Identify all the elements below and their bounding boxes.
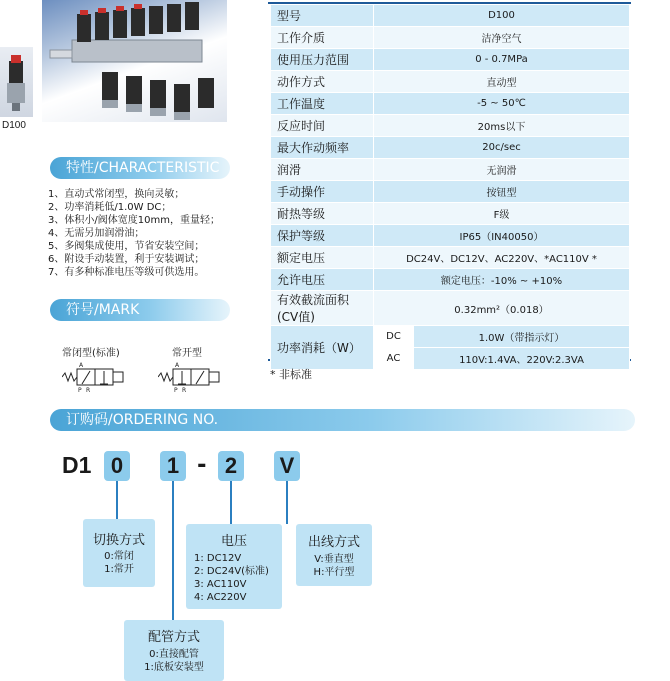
spec-key: 反应时间: [271, 115, 374, 137]
switch-mode-title: 切换方式: [92, 533, 145, 548]
spec-row: [271, 71, 630, 93]
spec-row: [271, 269, 630, 291]
piping-options: [124, 648, 224, 674]
connector-line: [172, 481, 174, 620]
spec-value: 0 - 0.7MPa: [374, 49, 630, 71]
port-a-label: A: [79, 362, 84, 369]
order-code-switch-mode: 0: [104, 451, 130, 481]
order-code-wiring: V: [274, 451, 300, 481]
spec-value: 额定电压：-10% ~ +10%: [374, 269, 630, 291]
spec-row: [271, 159, 630, 181]
mark-heading: 符号/MARK: [50, 299, 230, 321]
switch-mode-options: [83, 550, 155, 576]
wiring-options: [296, 553, 372, 579]
spec-row: [271, 49, 630, 71]
spec-row: [271, 137, 630, 159]
spec-power-row: [271, 326, 630, 348]
spec-value: 20ms以下: [374, 115, 630, 137]
voltage-title: 电压: [220, 534, 247, 549]
spec-value: DC24V、DC12V、AC220V、*AC110V *: [374, 247, 630, 269]
connector-line: [286, 481, 288, 524]
spec-value: 0.32mm²（0.018）: [374, 291, 630, 326]
no-valve-symbol: [158, 360, 222, 394]
spec-row: [271, 181, 630, 203]
spec-key: 保护等级: [271, 225, 374, 247]
spec-value: 按钮型: [374, 181, 630, 203]
spec-row: [271, 27, 630, 49]
spec-value: 无润滑: [374, 159, 630, 181]
voltage-option: 1: DC12V: [194, 553, 242, 564]
ordering-heading: 订购码/ORDERING NO.: [50, 409, 635, 431]
small-model-label: D100: [2, 120, 26, 131]
feature-item: 2、功率消耗低/1.0W DC；: [48, 202, 172, 213]
spec-row: [271, 93, 630, 115]
spec-power-sub: DC: [374, 326, 414, 348]
spec-value: F级: [374, 203, 630, 225]
spec-key: 有效截流面积(CV值): [271, 291, 374, 326]
spec-key: 最大作动频率: [271, 137, 374, 159]
spec-row: [271, 115, 630, 137]
order-code-piping: 1: [160, 451, 186, 481]
switch-mode-box: [83, 519, 155, 587]
spec-power-value: 110V:1.4VA、220V:2.3VA: [414, 348, 630, 370]
spec-table: [270, 4, 630, 370]
nc-symbol-label: 常闭型(标准): [62, 348, 120, 359]
spec-key: 允许电压: [271, 269, 374, 291]
voltage-option: 3: AC110V: [194, 579, 247, 590]
product-photo-main: [42, 0, 227, 122]
product-photo-small: [0, 47, 33, 117]
piping-box: [124, 620, 224, 681]
spec-row: [271, 291, 630, 326]
switch-mode-option: 0:常闭: [104, 551, 134, 562]
feature-list: [48, 188, 220, 279]
voltage-option: 2: DC24V(标准): [194, 566, 269, 577]
spec-power-value: 1.0W（带指示灯）: [414, 326, 630, 348]
feature-item: 5、多阀集成使用，节省安装空间；: [48, 241, 205, 252]
voltage-options: [194, 552, 282, 604]
port-a-label: A: [175, 362, 180, 369]
feature-item: 1、直动式常闭型，换向灵敏；: [48, 189, 185, 200]
connector-line: [116, 481, 118, 519]
port-r-label: R: [86, 387, 91, 394]
order-code-dash: -: [197, 452, 207, 478]
spec-header-row: [271, 5, 630, 27]
port-p-label: P: [78, 387, 82, 394]
spec-key: 使用压力范围: [271, 49, 374, 71]
port-p-label: P: [174, 387, 178, 394]
spec-key: 额定电压: [271, 247, 374, 269]
piping-option: 0:直接配管: [149, 649, 199, 660]
spec-value: 洁净空气: [374, 27, 630, 49]
spec-power-key: 功率消耗（W）: [271, 326, 374, 370]
spec-value: 20c/sec: [374, 137, 630, 159]
spec-value: IP65（IN40050）: [374, 225, 630, 247]
nc-valve-symbol: [62, 360, 126, 394]
voltage-option: 4: AC220V: [194, 592, 247, 603]
spec-value: 直动型: [374, 71, 630, 93]
spec-key: 工作温度: [271, 93, 374, 115]
no-symbol-label: 常开型: [172, 348, 202, 359]
switch-mode-option: 1:常开: [104, 564, 134, 575]
spec-key: 手动操作: [271, 181, 374, 203]
spec-key: 耐热等级: [271, 203, 374, 225]
feature-item: 3、体积小/阀体宽度10mm，重量轻；: [48, 215, 220, 226]
feature-item: 7、有多种标准电压等级可供选用。: [48, 267, 205, 278]
voltage-box: [186, 524, 282, 609]
spec-header-value: D100: [374, 5, 630, 27]
spec-key: 工作介质: [271, 27, 374, 49]
wiring-option: H:平行型: [313, 567, 355, 578]
spec-key: 动作方式: [271, 71, 374, 93]
spec-power-sub: AC: [374, 348, 414, 370]
spec-row: [271, 247, 630, 269]
spec-key: 润滑: [271, 159, 374, 181]
order-code-voltage: 2: [218, 451, 244, 481]
feature-item: 4、无需另加润滑油；: [48, 228, 145, 239]
characteristic-heading: 特性/CHARACTERISTIC: [50, 157, 230, 179]
feature-item: 6、附设手动装置，利于安装调试；: [48, 254, 205, 265]
connector-line: [230, 481, 232, 526]
piping-title: 配管方式: [147, 630, 200, 645]
piping-option: 1:底板安装型: [144, 662, 204, 673]
spec-note: * 非标准: [270, 368, 312, 381]
spec-header-key: 型号: [271, 5, 374, 27]
spec-value: -5 ~ 50℃: [374, 93, 630, 115]
order-code-prefix: D1: [62, 452, 92, 478]
wiring-box: [296, 524, 372, 586]
wiring-option: V:垂直型: [314, 554, 354, 565]
spec-row: [271, 225, 630, 247]
spec-row: [271, 203, 630, 225]
wiring-title: 出线方式: [307, 535, 360, 550]
port-r-label: R: [182, 387, 187, 394]
